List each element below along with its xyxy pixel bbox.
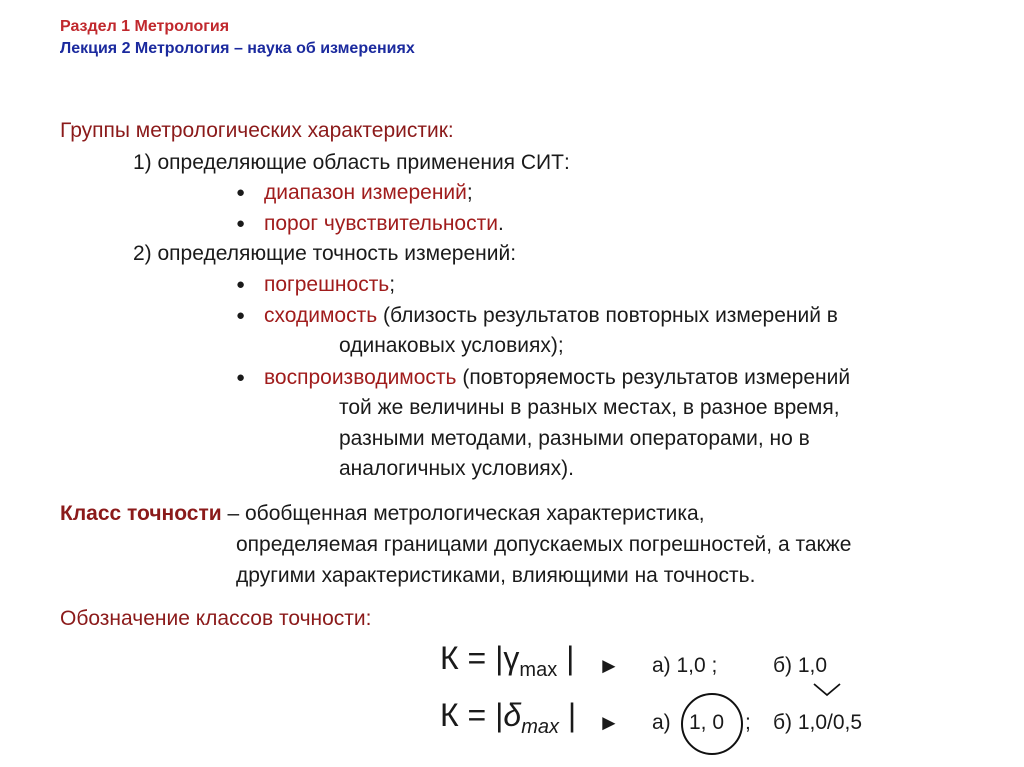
item-term: сходимость: [264, 304, 378, 327]
group1-label: 1) определяющие область применения СИТ:: [133, 151, 570, 174]
slide-header: [60, 16, 415, 60]
bullet-icon: ●: [236, 369, 246, 386]
accuracy-class-def-3: другими характеристиками, влияющими на точность.: [236, 564, 756, 587]
circle-mark-icon: [681, 693, 743, 755]
item-term: порог чувствительности: [264, 212, 498, 235]
group2-item-reproducibility: ● воспроизводимость (повторяемость результатов измерений: [236, 366, 851, 389]
formula-row-2: К = |δmax |: [440, 697, 577, 738]
row2-option-a-value: 1, 0: [689, 711, 725, 734]
reproducibility-cont-2: разными методами, разными операторами, но в: [339, 427, 810, 450]
group1-item-threshold: ● порог чувствительности.: [236, 212, 504, 235]
accuracy-class-def: Класс точности – обобщенная метрологическая характеристика,: [60, 502, 705, 525]
reproducibility-cont-1: той же величины в разных местах, в разное время,: [339, 396, 840, 419]
group2-label: 2) определяющие точность измерений:: [133, 242, 517, 265]
reproducibility-cont-3: аналогичных условиях).: [339, 457, 574, 480]
row2-separator: ;: [745, 711, 751, 734]
group2-item-convergence-cont: одинаковых условиях);: [339, 334, 564, 357]
groups-title: Группы метрологических характеристик:: [60, 119, 454, 142]
row1-option-b: б) 1,0: [773, 654, 828, 677]
row2-option-a-label: а): [652, 711, 671, 734]
item-term: погрешность: [264, 273, 390, 296]
lecture-title: Лекция 2 Метрология – наука об измерениях: [60, 40, 415, 57]
row1-option-a: а) 1,0 ;: [652, 654, 718, 677]
accuracy-class-term: Класс точности: [60, 502, 222, 525]
arrow-icon: ►: [598, 653, 620, 678]
section-title: Раздел 1 Метрология: [60, 18, 230, 35]
designation-title: Обозначение классов точности:: [60, 607, 372, 630]
item-term: воспроизводимость: [264, 366, 457, 389]
formula-row-1: К = |γmax |: [440, 640, 575, 681]
group2-item-error: ● погрешность;: [236, 273, 396, 296]
group1-item-range: ● диапазон измерений;: [236, 181, 473, 204]
arrow-icon: ►: [598, 710, 620, 735]
bullet-icon: ●: [236, 307, 246, 324]
bullet-icon: ●: [236, 184, 246, 201]
item-term: диапазон измерений: [264, 181, 467, 204]
bullet-icon: ●: [236, 276, 246, 293]
bullet-icon: ●: [236, 215, 246, 232]
group2-item-convergence: ● сходимость (близость результатов повторных измерений в: [236, 304, 838, 327]
row2-option-b: б) 1,0/0,5: [773, 711, 863, 734]
check-mark-icon: [812, 682, 842, 698]
accuracy-class-def-2: определяемая границами допускаемых погрешностей, а также: [236, 533, 852, 556]
